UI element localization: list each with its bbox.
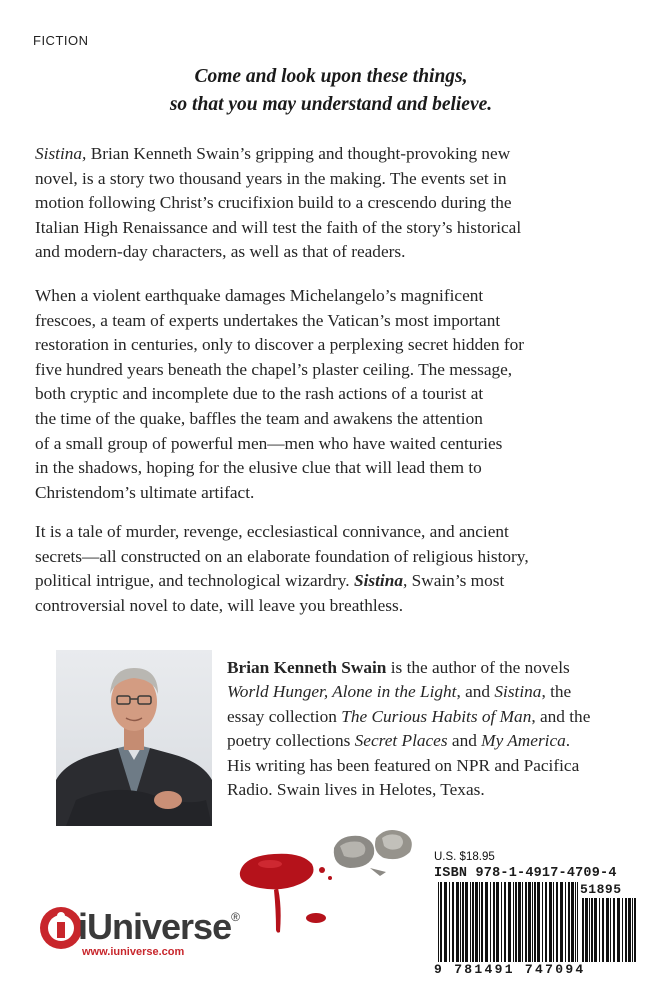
barcode-bar	[460, 882, 461, 962]
barcode-bar	[568, 882, 570, 962]
blurb-line: restoration in centuries, only to discover a perplexing secret hidden for	[35, 335, 524, 355]
barcode-bar	[634, 898, 636, 962]
blurb-line: the time of the quake, baffles the team and awakens the attention	[35, 408, 483, 428]
barcode-bar	[493, 882, 495, 962]
barcode-bar	[440, 882, 442, 962]
barcode-bar	[599, 898, 600, 962]
bio-text: essay collection	[227, 706, 342, 726]
author-name: Brian Kenneth Swain	[227, 658, 387, 677]
book-title: Sistina	[353, 571, 403, 591]
barcode-digits: 9 781491 747094	[434, 962, 586, 977]
barcode-bar	[522, 882, 523, 962]
barcode-bar	[589, 898, 590, 962]
blurb-line: in the shadows, hoping for the elusive clue that will lead them to	[35, 458, 482, 478]
barcode-bar	[617, 898, 620, 962]
blurb-line: When a violent earthquake damages Michelangelo’s magnificent	[35, 286, 484, 305]
barcode-bar	[479, 882, 480, 962]
book-title: Secret Places	[354, 731, 448, 751]
blurb-paragraph-2	[35, 284, 635, 505]
epigraph	[0, 63, 662, 119]
book-title: The Curious Habits of Man	[341, 706, 532, 726]
barcode-bar	[565, 882, 566, 962]
blood-and-stones-illustration	[230, 820, 430, 940]
bio-text: , and	[456, 682, 495, 702]
barcode-bar	[496, 882, 499, 962]
bio-text: Radio. Swain lives in Helotes, Texas.	[227, 780, 485, 800]
blurb-line: Christendom’s ultimate artifact.	[35, 482, 255, 502]
book-title: Sistina,	[35, 144, 87, 163]
barcode-bar	[606, 898, 609, 962]
blurb-line: It is a tale of murder, revenge, ecclesiastical connivance, and ancient	[35, 522, 509, 541]
publisher-url: www.iuniverse.com	[82, 946, 185, 958]
blurb-line: , Swain’s most	[402, 571, 505, 591]
barcode-bar	[602, 898, 604, 962]
barcode-bar	[462, 882, 464, 962]
barcode-bar	[456, 882, 459, 962]
barcode-bar	[472, 882, 474, 962]
blurb-line: political intrigue, and technological wizardry.	[35, 571, 350, 591]
epigraph-line-2: so that you may understand and believe.	[169, 94, 493, 115]
bio-text: and	[447, 731, 482, 751]
author-bio	[227, 656, 647, 802]
barcode-bar	[549, 882, 552, 962]
barcode-bar	[515, 882, 517, 962]
blurb-paragraph-3	[35, 520, 635, 618]
blurb-paragraph-1	[35, 142, 635, 265]
blurb-line: frescoes, a team of experts undertakes the Vatican’s most important	[35, 310, 501, 330]
blurb-line: secrets—all constructed on an elaborate foundation of religious history,	[35, 546, 529, 566]
blurb-line: five hundred years beneath the chapel’s plaster ceiling. The message,	[35, 359, 513, 379]
barcode-bar	[632, 898, 633, 962]
barcode-bar	[594, 898, 597, 962]
publisher-name	[78, 906, 239, 948]
barcode-bar	[485, 882, 488, 962]
barcode-bar	[444, 882, 447, 962]
barcode-bar	[465, 882, 468, 962]
barcode-bar	[481, 882, 483, 962]
barcode-bar	[571, 882, 574, 962]
blurb-line: controversial novel to date, will leave you breathless.	[35, 595, 404, 615]
barcode-bar	[582, 898, 584, 962]
barcode-bar	[508, 882, 511, 962]
bio-text: , the	[541, 682, 572, 702]
bio-text: is the author of the novels	[386, 658, 570, 677]
blurb-line: motion following Christ’s crucifixion build to a crescendo during the	[35, 193, 512, 213]
barcode-bar	[553, 882, 554, 962]
barcode-bar	[560, 882, 563, 962]
book-title: My America	[481, 731, 566, 751]
barcode-bar	[542, 882, 543, 962]
barcode-bar	[610, 898, 611, 962]
blurb-line: of a small group of powerful men—men who have waited centuries	[35, 433, 503, 453]
barcode-bar	[438, 882, 439, 962]
ean-barcode	[438, 882, 578, 964]
barcode-bar	[528, 882, 531, 962]
barcode-bar	[475, 882, 478, 962]
barcode-bar	[537, 882, 540, 962]
barcode-bar	[525, 882, 527, 962]
barcode-bar	[625, 898, 627, 962]
barcode-addon-digits: 51895	[580, 882, 622, 897]
barcode-bar	[449, 882, 450, 962]
bio-text: His writing has been featured on NPR and Pacifica	[227, 755, 580, 775]
barcode-bar	[501, 882, 502, 962]
book-title: Sistina	[494, 682, 542, 702]
barcode-bar	[577, 882, 578, 962]
barcode-bar	[518, 882, 521, 962]
addon-barcode	[582, 898, 638, 964]
barcode-bar	[622, 898, 623, 962]
bio-text: poetry collections	[227, 731, 355, 751]
publisher-wordmark: iUniverse	[78, 906, 232, 947]
registered-mark: ®	[231, 910, 239, 924]
author-photo	[56, 650, 212, 826]
barcode-bar	[452, 882, 454, 962]
barcode-bar	[613, 898, 615, 962]
barcode-bar	[585, 898, 588, 962]
blurb-line: novel, is a story two thousand years in the making. The events set in	[35, 168, 507, 188]
bio-text: .	[565, 731, 571, 751]
blurb-line: and modern-day characters, as well as that of readers.	[35, 242, 406, 262]
price-label: U.S. $18.95	[434, 851, 495, 863]
blurb-line: Italian High Renaissance and will test the faith of the story’s historical	[35, 217, 522, 237]
barcode-bar	[513, 882, 514, 962]
epigraph-line-1: Come and look upon these things,	[194, 66, 468, 87]
book-titles: World Hunger, Alone in the Light	[227, 682, 457, 702]
bio-text: , and the	[531, 706, 591, 726]
barcode-bar	[532, 882, 533, 962]
genre-label: FICTION	[33, 33, 89, 48]
isbn-label: ISBN 978-1-4917-4709-4	[434, 866, 617, 881]
blurb-line: Brian Kenneth Swain’s gripping and thought-provoking new	[90, 144, 511, 163]
blurb-line: both cryptic and incomplete due to the rash actions of a tourist at	[35, 384, 484, 404]
barcode-bar	[470, 882, 471, 962]
barcode-bar	[534, 882, 536, 962]
barcode-bar	[556, 882, 558, 962]
barcode-bar	[591, 898, 593, 962]
barcode-bar	[490, 882, 491, 962]
barcode-bar	[628, 898, 631, 962]
barcode-bar	[504, 882, 506, 962]
barcode-bar	[575, 882, 576, 962]
barcode-bar	[545, 882, 547, 962]
